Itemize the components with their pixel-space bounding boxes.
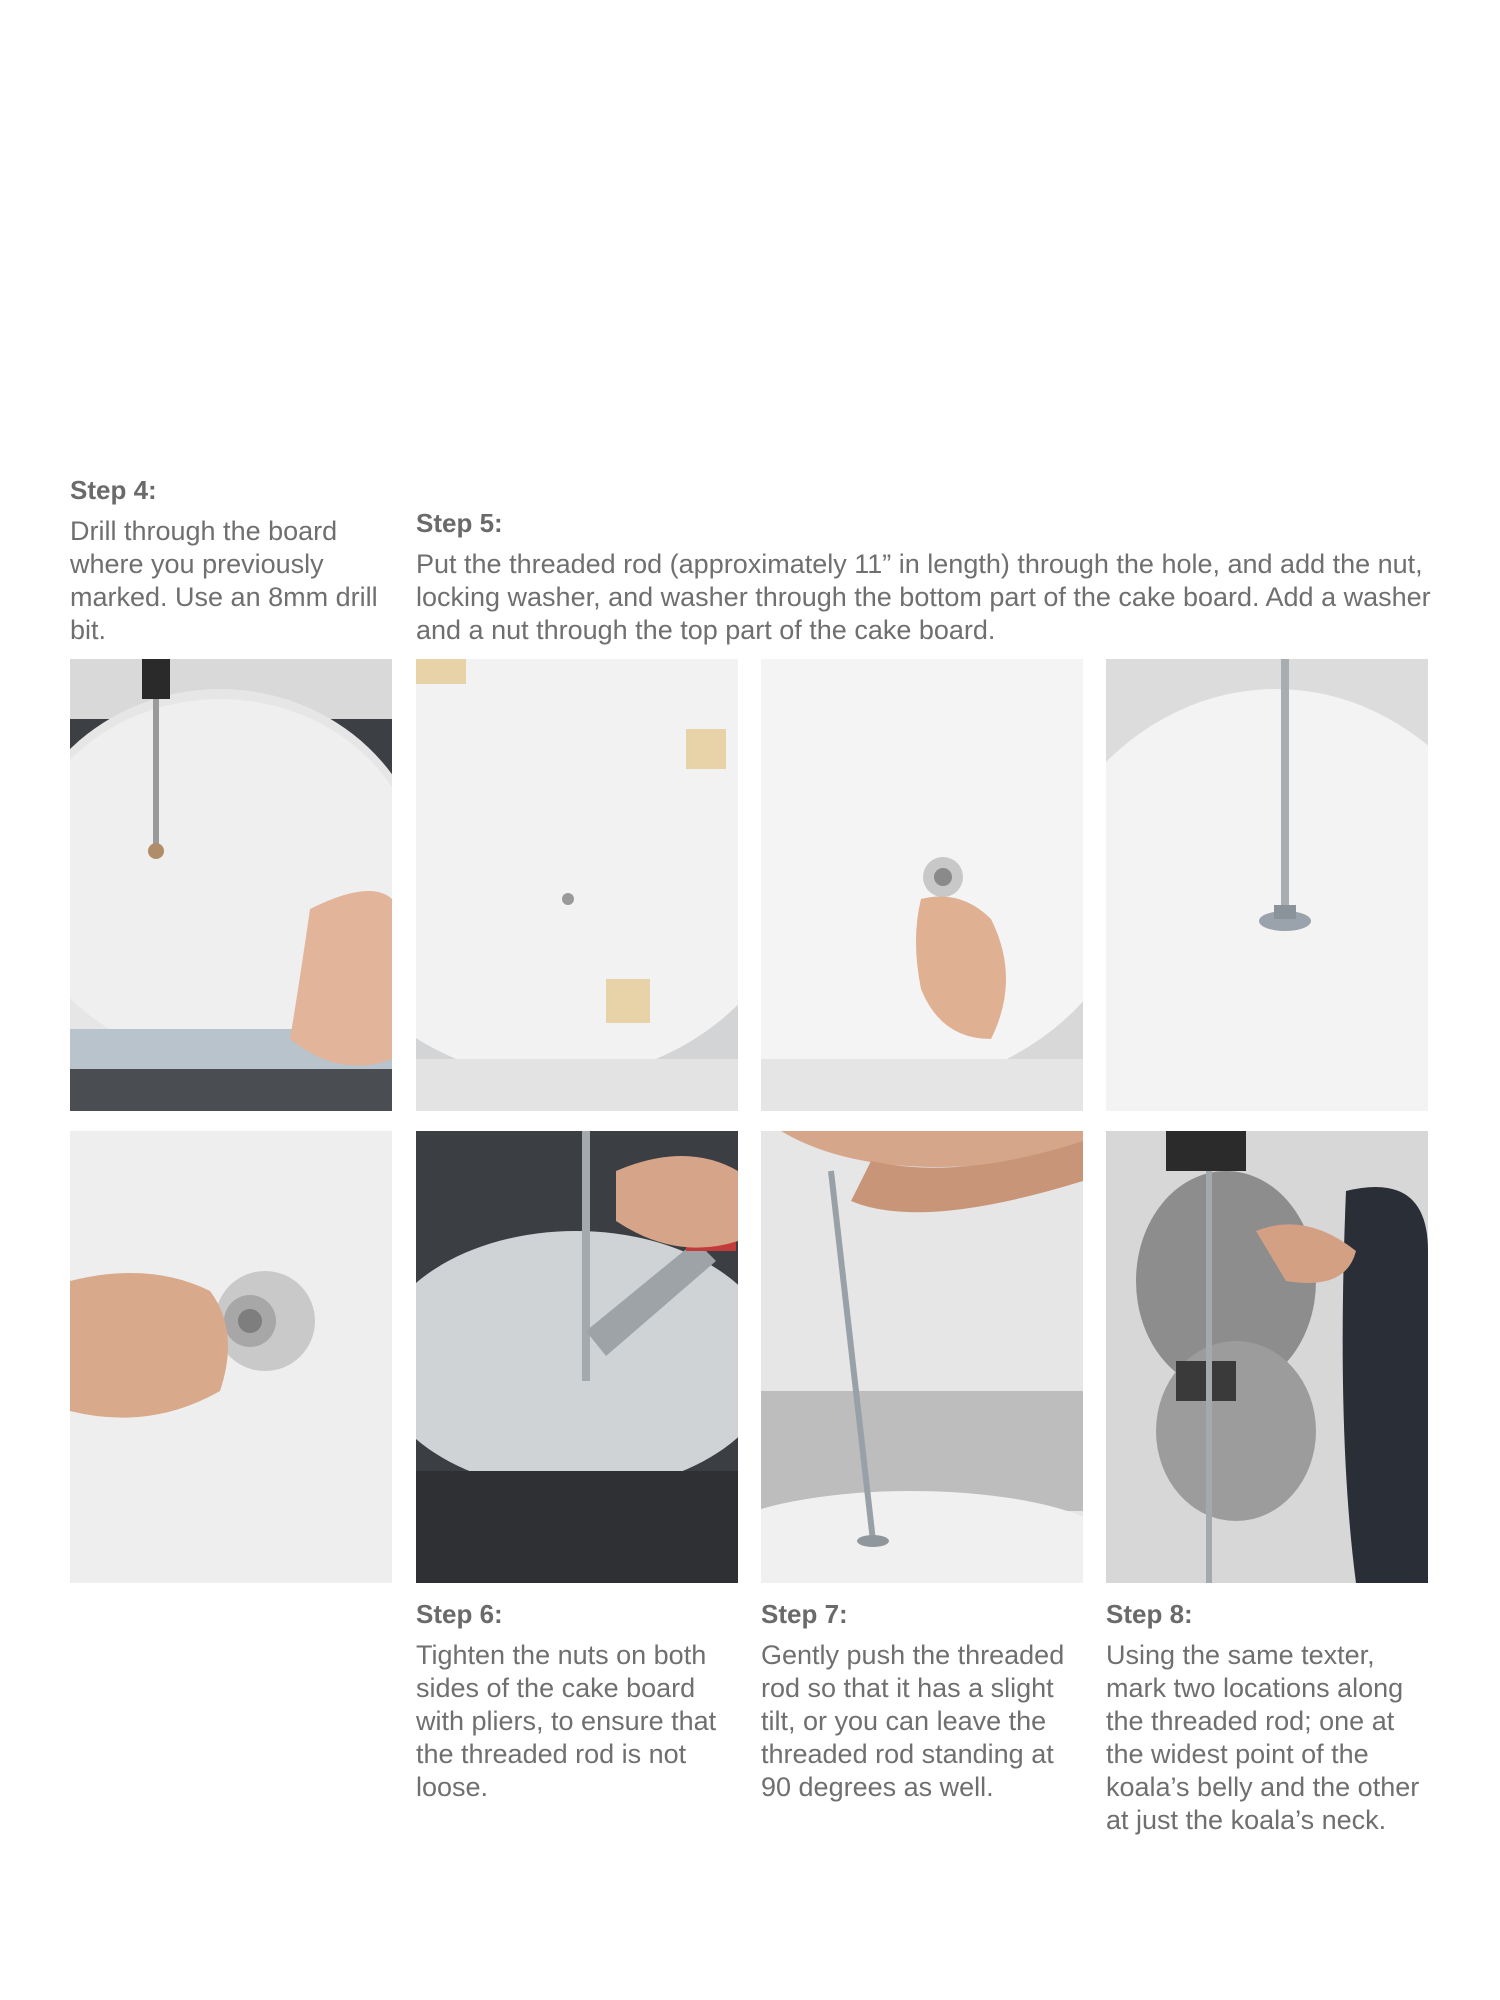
step-5-text: Put the threaded rod (approximately 11” in length) through the hole, and add the nut, locking washer, and washer through the bottom part of the cake board. Add a washer and a nut through the top part of the cake board.: [416, 549, 1431, 645]
photo-drilling-board-image: [70, 659, 392, 1111]
step-7-title: Step 7:: [761, 1599, 848, 1629]
step-6-text: Tighten the nuts on both sides of the cake board with pliers, to ensure that the threaded rod is not loose.: [416, 1640, 717, 1802]
photo-pushing-rod-tilt-image: [761, 1131, 1083, 1583]
photo-marking-rod-koala: [1106, 1131, 1428, 1583]
step-8-title: Step 8:: [1106, 1599, 1193, 1629]
photo-marking-rod-koala-image: [1106, 1131, 1428, 1583]
step-8-text: Using the same texter, mark two locations along the threaded rod; one at the widest point of the koala’s belly and the other at just the koala’s neck.: [1106, 1640, 1420, 1835]
step-4-text: Drill through the board where you previously marked. Use an 8mm drill bit.: [70, 516, 378, 645]
photo-pliers-on-nut: [416, 1131, 738, 1583]
photo-drilling-board: [70, 659, 392, 1111]
photo-inserting-rod-washer-image: [761, 659, 1083, 1111]
photo-underside-board-hole: [416, 659, 738, 1111]
photo-tightening-nut-by-hand: [70, 1131, 392, 1583]
photo-rod-standing-nut-image: [1106, 659, 1428, 1111]
step-7-text: Gently push the threaded rod so that it has a slight tilt, or you can leave the threaded rod standing at 90 degrees as well.: [761, 1640, 1065, 1802]
photo-underside-board-hole-image: [416, 659, 738, 1111]
step-6-title: Step 6:: [416, 1599, 503, 1629]
photo-tightening-nut-by-hand-image: [70, 1131, 392, 1583]
photo-rod-standing-nut: [1106, 659, 1428, 1111]
photo-pliers-on-nut-image: [416, 1131, 738, 1583]
photo-inserting-rod-washer: [761, 659, 1083, 1111]
step-4-title: Step 4:: [70, 475, 157, 505]
photo-pushing-rod-tilt: [761, 1131, 1083, 1583]
step-5-title: Step 5:: [416, 508, 503, 538]
